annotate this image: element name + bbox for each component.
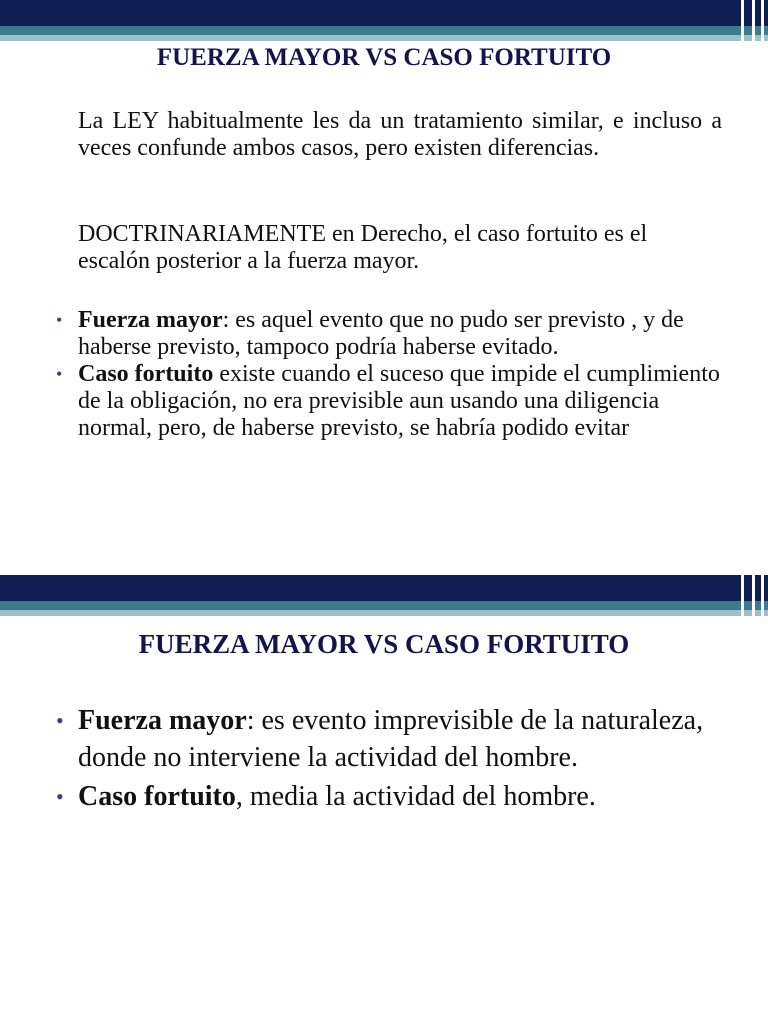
- bullet-dot: •: [56, 310, 63, 330]
- bullet-term: Fuerza mayor: [78, 705, 247, 736]
- bullet-dot: •: [56, 708, 64, 733]
- bullet-dot: •: [56, 364, 63, 384]
- bullet-dot: •: [56, 784, 64, 809]
- bullet-item-fuerza-mayor: [56, 702, 726, 776]
- header-teal-stripe: [0, 601, 768, 610]
- slide-title: FUERZA MAYOR VS CASO FORTUITO: [156, 44, 612, 71]
- header-navy-stripe: [0, 575, 768, 601]
- bullet-text: : es evento imprevisible de la naturaleza, donde no interviene la actividad del hombre.: [78, 705, 704, 773]
- bullet-text: : es aquel evento que no pudo ser previsto , y de haberse previsto, tampoco podría haberse evitado.: [78, 307, 684, 360]
- bullet-text: , media la actividad del hombre.: [235, 781, 596, 812]
- bullet-term: Caso fortuito: [78, 361, 214, 387]
- header-light-teal-stripe: [0, 610, 768, 616]
- header-divider: [741, 0, 744, 41]
- bullet-list: [56, 307, 726, 442]
- header-divider: [761, 575, 764, 616]
- header-light-teal-stripe: [0, 35, 768, 41]
- header-divider: [741, 575, 744, 616]
- header-band: [0, 575, 768, 625]
- bullet-term: Caso fortuito: [78, 781, 236, 812]
- header-band: [0, 0, 768, 50]
- bullet-item-caso-fortuito: [56, 361, 726, 442]
- paragraph-doctrinariamente: DOCTRINARIAMENTE en Derecho, el caso fortuito es el escalón posterior a la fuerza mayor.: [78, 221, 648, 274]
- header-navy-stripe: [0, 0, 768, 26]
- header-divider: [761, 0, 764, 41]
- header-divider: [752, 0, 755, 41]
- bullet-term: Fuerza mayor: [78, 307, 223, 333]
- bullet-list: [56, 702, 726, 817]
- slide-title: FUERZA MAYOR VS CASO FORTUITO: [138, 629, 630, 659]
- header-divider: [752, 575, 755, 616]
- paragraph-ley: La LEY habitualmente les da un tratamiento similar, e incluso a veces confunde ambos casos, pero existen diferencias.: [78, 108, 722, 161]
- header-teal-stripe: [0, 26, 768, 35]
- bullet-item-fuerza-mayor: [56, 307, 726, 361]
- bullet-item-caso-fortuito: [56, 778, 726, 815]
- slide-2: [0, 575, 768, 1024]
- bullet-text: existe cuando el suceso que impide el cumplimiento de la obligación, no era previsible aun usando una diligencia normal, pero, de haberse previsto, se habría podido evitar: [78, 361, 720, 441]
